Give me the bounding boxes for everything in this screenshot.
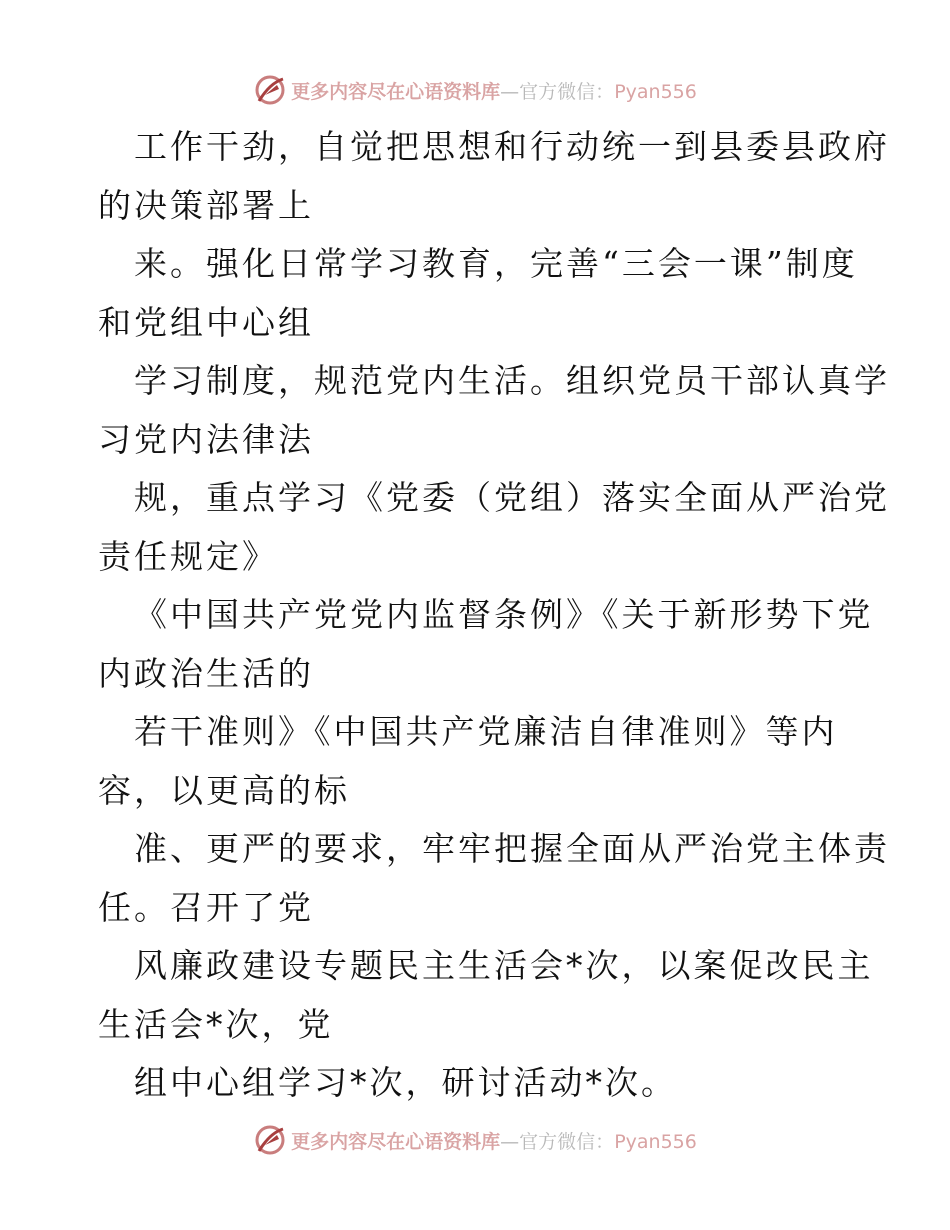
text-line: 学习制度，规范党内生活。组织党员干部认真学 [134, 361, 890, 400]
text-line: 内政治生活的 [98, 653, 314, 693]
watermark-wechat-label: 官方微信： [519, 80, 615, 103]
header-watermark-text [291, 77, 697, 104]
text-line: 任。召开了党 [98, 887, 314, 927]
text-line: 责任规定》 [98, 536, 278, 576]
text-line: 习党内法律法 [98, 419, 314, 459]
text-line: 的决策部署上 [98, 185, 314, 225]
footer-watermark-text [291, 1127, 697, 1154]
text-line: 规，重点学习《党委（党组）落实全面从严治党 [134, 478, 890, 517]
watermark-main: 更多内容尽在心语资料库 [291, 80, 501, 103]
text-line: 《中国共产党党内监督条例》《关于新形势下党 [134, 595, 874, 634]
document-body [98, 118, 890, 1113]
watermark-wechat-label: 官方微信： [519, 1130, 615, 1153]
text-line: 组中心组学习*次，研讨活动*次。 [134, 1063, 677, 1102]
text-line: 准、更严的要求，牢牢把握全面从严治党主体责 [134, 829, 890, 868]
text-line: 工作干劲，自觉把思想和行动统一到县委县政府 [134, 127, 890, 166]
text-line: 风廉政建设专题民主生活会*次，以案促改民主 [134, 946, 874, 985]
header-watermark [0, 70, 950, 110]
watermark-separator: — [500, 1130, 520, 1153]
text-line: 生活会*次，党 [98, 1004, 334, 1044]
text-line: 来。强化日常学习教育，完善“三会一课”制度 [134, 244, 858, 283]
watermark-separator: — [500, 80, 520, 103]
text-line: 若干准则》《中国共产党廉洁自律准则》等内 [134, 712, 838, 751]
footer-watermark [0, 1120, 950, 1160]
text-line: 和党组中心组 [98, 302, 314, 342]
watermark-wechat-id: Pyan556 [614, 1130, 697, 1153]
logo-icon [253, 1123, 287, 1157]
text-line: 容，以更高的标 [98, 770, 350, 810]
logo-icon [253, 73, 287, 107]
watermark-main: 更多内容尽在心语资料库 [291, 1130, 501, 1153]
watermark-wechat-id: Pyan556 [614, 80, 697, 103]
